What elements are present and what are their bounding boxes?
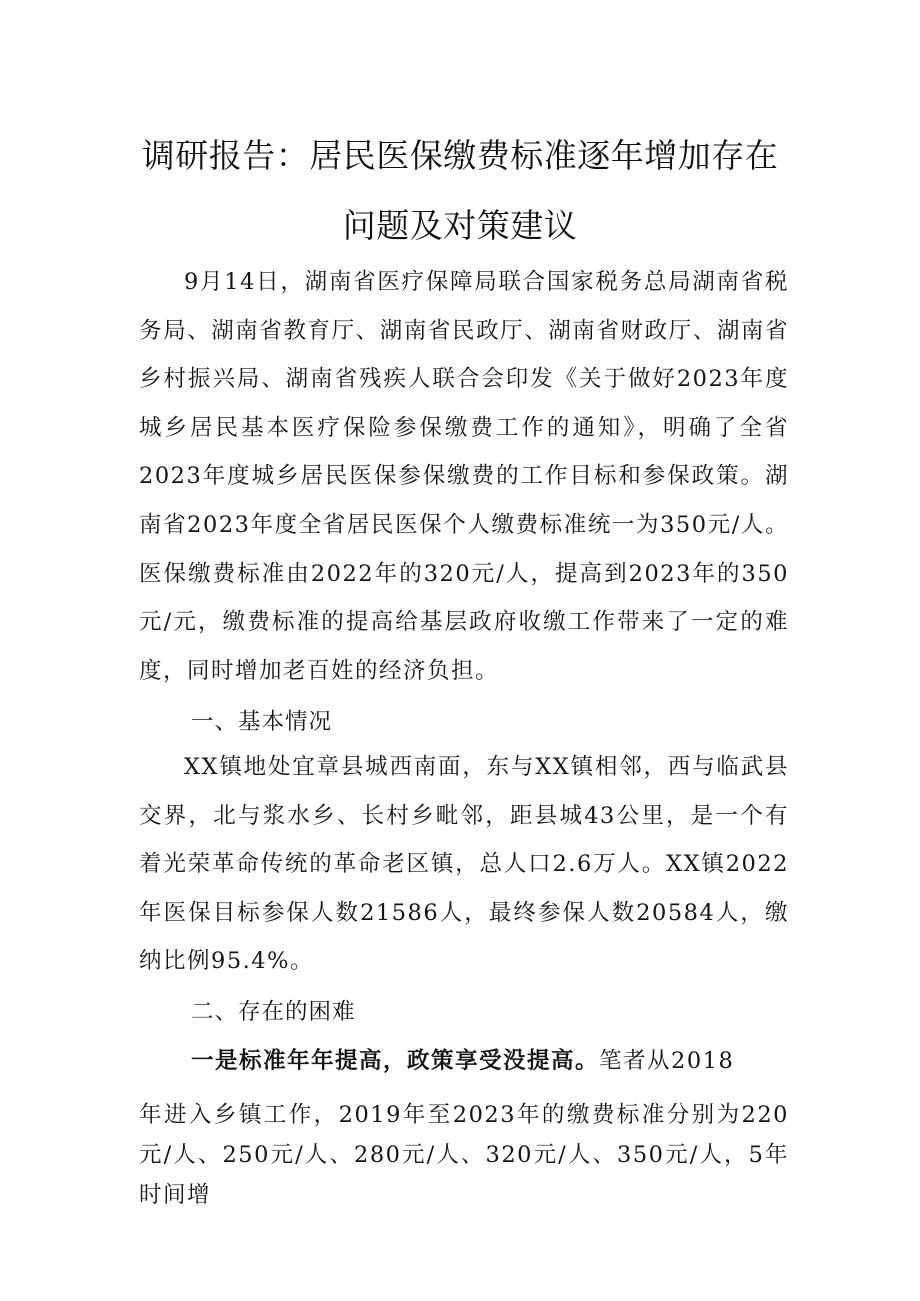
section-2-heading: 二、存在的困难 xyxy=(191,999,356,1025)
point-1-continuation xyxy=(139,1095,789,1215)
point-1-first-line xyxy=(191,1043,734,1075)
section-1-paragraph: XX镇地处宜章县城西南面，东与XX镇相邻，西与临武县交界，北与浆水乡、长村乡毗邻，距县城43公里，是一个有着光荣革命传统的革命老区镇，总人口2.6万人。XX镇2022年医保目标参保人数21586人，最终参保人数20584人，缴纳比例95.4%。 xyxy=(139,754,789,975)
intro-paragraph: 9月14日，湖南省医疗保障局联合国家税务总局湖南省税务局、湖南省教育厅、湖南省民政厅、湖南省财政厅、湖南省乡村振兴局、湖南省残疾人联合会印发《关于做好2023年度城乡居民基本医疗保险参保缴费工作的通知》，明确了全省2023年度城乡居民医保参保缴费的工作目标和参保政策。湖南省2023年度全省居民医保个人缴费标准统一为350元/人。医保缴费标准由2022年的320元/人，提高到2023年的350元/元，缴费标准的提高给基层政府收缴工作带来了一定的难度，同时增加老百姓的经济负担。 xyxy=(139,269,789,684)
point-1-bold-lead: 一是标准年年提高，政策享受没提高。 xyxy=(191,1048,600,1074)
point-1-text-rest: 年进入乡镇工作，2019年至2023年的缴费标准分别为220元/人、250元/人、280元/人、320元/人、350元/人，5年时间增 xyxy=(139,1102,789,1208)
intro-section xyxy=(139,258,789,695)
document-title-line-1: 调研报告：居民医保缴费标准逐年增加存在 xyxy=(141,136,779,175)
section-1-heading: 一、基本情况 xyxy=(191,709,333,735)
section-1-body xyxy=(139,743,789,986)
point-1-text-start: 笔者从2018 xyxy=(599,1048,735,1074)
document-title-line-2: 问题及对策建议 xyxy=(342,206,578,245)
